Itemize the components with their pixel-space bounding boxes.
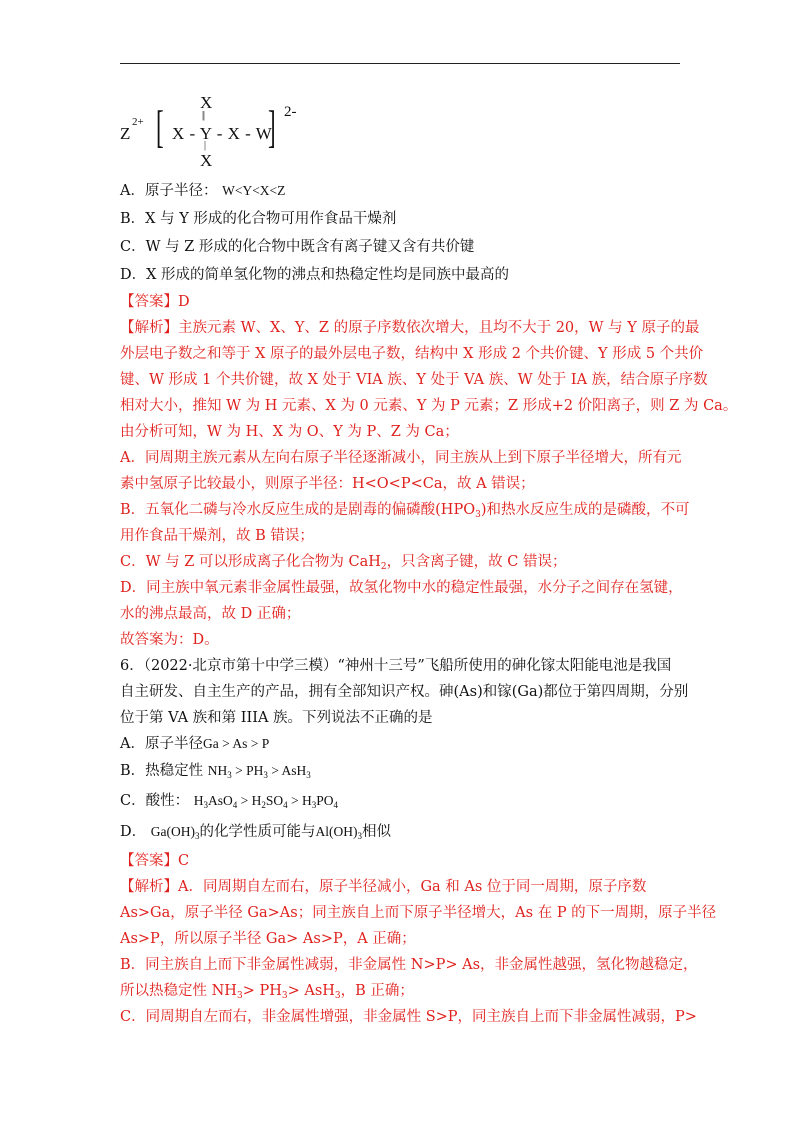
structure-diagram: [120, 93, 340, 176]
q6-analysis-line: 【解析】A．同周期自左而右，原子半径减小，Ga 和 As 位于同一周期，原子序数: [120, 879, 647, 895]
q6-stem-line: 6．（2022·北京市第十中学三模）“神州十三号”飞船所使用的砷化镓太阳能电池是我国: [120, 658, 672, 674]
top-atom: X: [200, 93, 213, 112]
double-bond: ||: [202, 110, 205, 121]
q5-option-a: A．原子半径： W<Y<X<Z: [120, 183, 286, 199]
q6-analysis-b2: 所以热稳定性 $NH_3> PH_3> AsH_3$，B 正确；: [120, 983, 414, 1001]
q6-analysis-line: As>Ga，原子半径 Ga>As；同主族自上而下原子半径增大，As 在 P 的下一周期，原子半径: [120, 905, 717, 921]
cation-symbol: Z: [120, 124, 131, 143]
q5-option-b: B．X 与 Y 形成的化合物可用作食品干燥剂: [120, 211, 397, 227]
q5-answer: 【答案】D: [120, 294, 190, 310]
q5-analysis-line: 【解析】主族元素 W、X、Y、Z 的原子序数依次增大，且均不大于 20，W 与 Y 原子的最: [120, 320, 700, 336]
bottom-atom: X: [200, 151, 213, 170]
q5-analysis-a2: 素中氢原子比较最小，则原子半径：H<O<P<Ca，故 A 错误；: [120, 476, 535, 492]
right-bracket: ]: [268, 101, 276, 152]
anion-charge: 2-: [284, 104, 297, 120]
q5-analysis-a1: A．同周期主族元素从左向右原子半径逐渐减小，同主族从上到下原子半径增大，所有元: [120, 450, 682, 466]
q6-analysis-line: As>P，所以原子半径 Ga> As>P，A 正确；: [120, 931, 416, 947]
cation-charge: 2+: [132, 116, 144, 128]
q6-option-b: B．热稳定性 $NH_3 > PH_3 > AsH_3$: [120, 763, 311, 780]
q6-answer: 【答案】C: [120, 853, 190, 869]
q6-analysis-line: B．同主族自上而下非金属性减弱，非金属性 N>P> As，非金属性越强，氢化物越稳定，: [120, 957, 698, 973]
q6-stem-line: 位于第 VA 族和第 IIIA 族。下列说法不正确的是: [120, 710, 433, 726]
q5-analysis-c: C．W 与 Z 可以形成离子化合物为 CaH$_2$，只含离子键，故 C 错误；: [120, 554, 567, 572]
q5-analysis-line: 外层电子数之和等于 X 原子的最外层电子数，结构中 X 形成 2 个共价键、Y 形成 5 个共价: [120, 346, 704, 362]
q5-option-d: D．X 形成的简单氢化物的沸点和热稳定性均是同族中最高的: [120, 267, 510, 283]
q6-option-d: D． $Ga(OH)_3$的化学性质可能与$Al(OH)_3$相似: [120, 824, 391, 841]
q6-option-a: A．原子半径Ga > As > P: [120, 736, 270, 752]
q5-analysis-d1: D．同主族中氧元素非金属性最强，故氢化物中水的稳定性最强，水分子之间存在氢键，: [120, 580, 683, 596]
q6-option-c: C．酸性： $H_3AsO_4 > H_2SO_4 > H_3PO_4$: [120, 793, 339, 810]
q5-analysis-d2: 水的沸点最高，故 D 正确；: [120, 606, 301, 622]
q5-analysis-b1: B．五氧化二磷与冷水反应生成的是剧毒的偏磷酸$(HPO_3)$和热水反应生成的是磷酸，不可: [120, 502, 690, 520]
q5-conclusion: 故答案为：D。: [120, 632, 219, 648]
header-rule: [120, 63, 680, 64]
q5-analysis-line: 键、W 形成 1 个共价键，故 X 处于 VIA 族、Y 处于 VA 族、W 处于 IA 族，结合原子序数: [120, 372, 708, 388]
q6-stem-line: 自主研发、自主生产的产品，拥有全部知识产权。砷(As)和镓(Ga)都位于第四周期，分别: [120, 684, 689, 700]
q5-analysis-b2: 用作食品干燥剂，故 B 错误；: [120, 528, 314, 544]
q5-analysis-line: 由分析可知，W 为 H、X 为 O、Y 为 P、Z 为 Ca；: [120, 424, 459, 440]
chain-atoms: X - Y - X - W: [172, 124, 272, 143]
q5-analysis-line: 相对大小，推知 W 为 H 元素、X 为 0 元素、Y 为 P 元素；Z 形成+2 价阳离子，则 Z 为 Ca。: [120, 398, 738, 414]
q5-option-c: C．W 与 Z 形成的化合物中既含有离子键又含有共价键: [120, 239, 475, 255]
left-bracket: [: [156, 101, 164, 152]
q6-analysis-c: C．同周期自左而右，非金属性增强，非金属性 S>P，同主族自上而下非金属性减弱，P>: [120, 1009, 697, 1025]
single-bond: |: [204, 140, 207, 151]
